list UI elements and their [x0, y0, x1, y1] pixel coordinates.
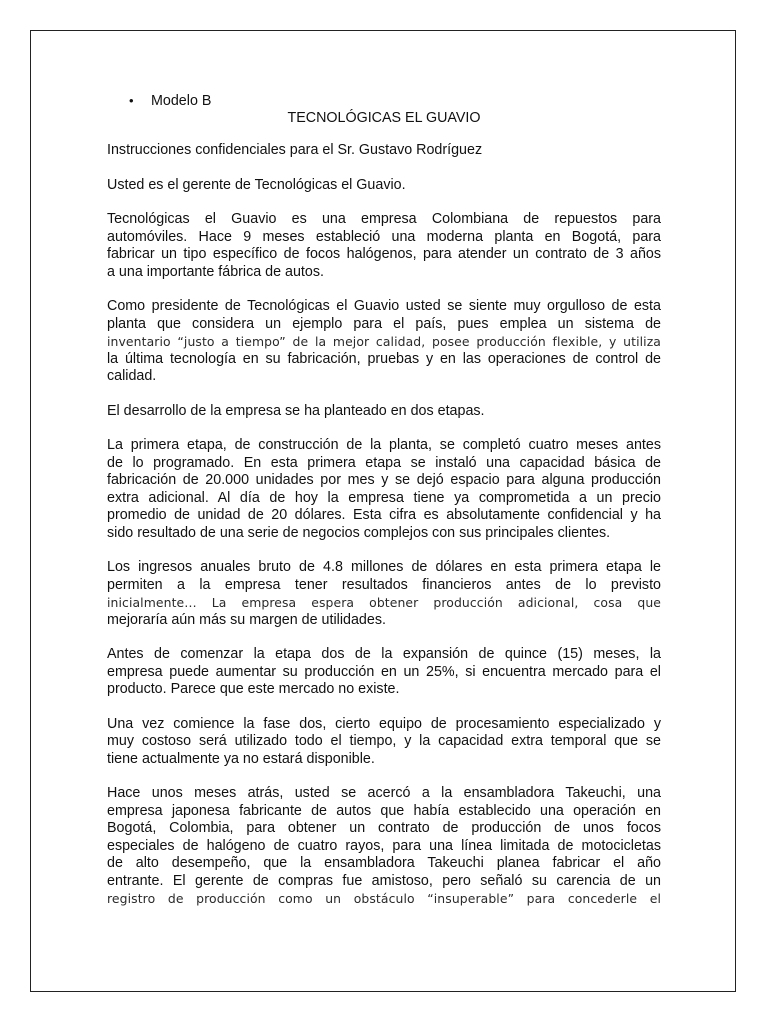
text-line: registro de producción como un obstáculo “insuperable” para concederle el	[107, 891, 661, 906]
text-line: inicialmente… La empresa espera obtener producción adicional, cosa que	[107, 595, 661, 610]
paragraph-phase-two	[107, 716, 661, 769]
manager-line: Usted es el gerente de Tecnológicas el Guavio.	[107, 176, 406, 193]
text-line: fabricar un tipo específico de focos halógenos, para atender un contrato de 3 años	[107, 246, 661, 262]
text-line: La primera etapa, de construcción de la planta, se completó cuatro meses antes	[107, 437, 661, 453]
text-line: empresa puede aumentar su producción en un 25%, si encuentra mercado para el	[107, 663, 661, 680]
text-line: Antes de comenzar la etapa dos de la expansión de quince (15) meses, la	[107, 646, 661, 662]
paragraph-takeuchi	[107, 785, 661, 908]
bullet-text: Modelo B	[151, 93, 212, 109]
paragraph-president	[107, 298, 661, 386]
paragraph-expansion	[107, 646, 661, 699]
paragraph-company	[107, 211, 661, 281]
text-line: muy costoso será utilizado todo el tiempo, y la capacidad extra temporal que se	[107, 733, 661, 749]
text-line: entrante. El gerente de compras fue amistoso, pero señaló su carencia de un	[107, 872, 661, 889]
text-line: calidad.	[107, 368, 157, 384]
text-line: la última tecnología en su fabricación, pruebas y en las operaciones de control de	[107, 350, 661, 367]
instructions-line: Instrucciones confidenciales para el Sr. Gustavo Rodríguez	[107, 142, 483, 158]
text-line: permiten a la empresa tener resultados financieros antes de lo previsto	[107, 576, 661, 593]
text-line: fabricación de 20.000 unidades por mes y se dejó espacio para alguna producción	[107, 472, 661, 488]
text-line: automóviles. Hace 9 meses estableció una moderna planta en Bogotá, para	[107, 228, 661, 245]
document-title: TECNOLÓGICAS EL GUAVIO	[287, 110, 481, 126]
text-line: Los ingresos anuales bruto de 4.8 millones de dólares en esta primera etapa le	[107, 559, 661, 575]
text-line: Una vez comience la fase dos, cierto equipo de procesamiento especializado y	[107, 715, 661, 732]
paragraph-first-stage	[107, 437, 661, 542]
text-line: producto. Parece que este mercado no existe.	[107, 681, 400, 697]
text-line: Bogotá, Colombia, para obtener un contrato de producción de unos focos	[107, 820, 661, 836]
text-line: empresa japonesa fabricante de autos que había establecido una operación en	[107, 802, 661, 819]
text-line: de lo programado. En esta primera etapa se instaló una capacidad básica de	[107, 454, 661, 471]
text-line: especiales de halógeno de cuatro rayos, para una línea limitada de motocicletas	[107, 837, 661, 854]
text-line: planta que considera un ejemplo para el país, pues emplea un sistema de	[107, 315, 661, 332]
text-line: tiene actualmente ya no estará disponible.	[107, 750, 375, 767]
text-line: Como presidente de Tecnológicas el Guavio usted se siente muy orgulloso de esta	[107, 298, 661, 314]
text-line: promedio de unidad de 20 dólares. Esta cifra es absolutamente confidencial y ha	[107, 507, 661, 523]
paragraph-revenue	[107, 559, 661, 629]
bullet-icon: •	[129, 93, 134, 108]
text-line: sido resultado de una serie de negocios complejos con sus principales clientes.	[107, 524, 611, 541]
document-body	[107, 92, 661, 925]
text-line: de alto desempeño, que la ensambladora Takeuchi planea fabricar el año	[107, 855, 661, 871]
text-line: mejoraría aún más su margen de utilidades.	[107, 611, 386, 628]
text-line: Tecnológicas el Guavio es una empresa Colombiana de repuestos para	[107, 211, 661, 227]
bullet-item	[129, 92, 661, 110]
text-line: extra adicional. Al día de hoy la empresa tiene ya comprometida a un precio	[107, 489, 661, 506]
text-line: a una importante fábrica de autos.	[107, 263, 324, 280]
text-line: Hace unos meses atrás, usted se acercó a la ensambladora Takeuchi, una	[107, 785, 661, 801]
paragraph-stages: El desarrollo de la empresa se ha planteado en dos etapas.	[107, 402, 485, 419]
text-line: inventario “justo a tiempo” de la mejor calidad, posee producción flexible, y utiliza	[107, 334, 661, 349]
